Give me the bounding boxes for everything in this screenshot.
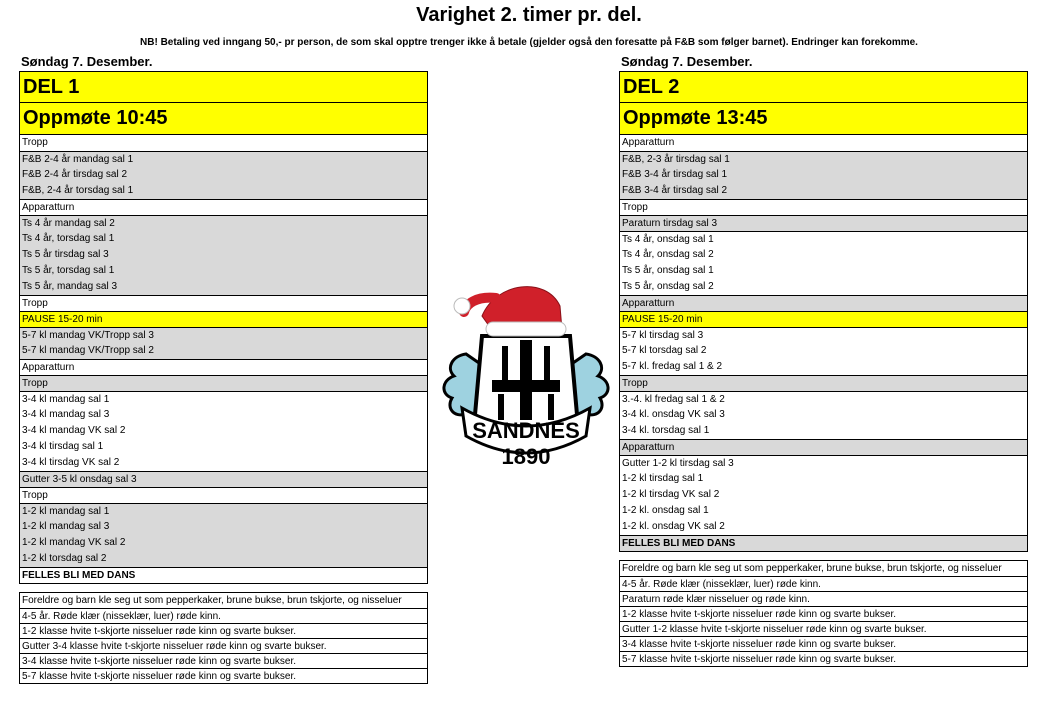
schedule-row: Gutter 1-2 kl tirsdag sal 3 [620,455,1027,471]
note-row: 1-2 klasse hvite t-skjorte nisseluer røde kinn og svarte bukser. [20,623,427,638]
schedule-del-1 [19,53,428,684]
note-row: 4-5 år. Røde klær (nisseklær, luer) røde kinn. [620,576,1027,591]
payment-note: NB! Betaling ved inngang 50,- pr person, de som skal opptre trenger ikke å betale (gjelder også den foresatte på F&B som følger barnet). Endringer kan forekomme. [140,37,918,48]
schedule-row: 3-4 kl. torsdag sal 1 [622,425,710,436]
schedule-row: Apparatturn [20,359,427,375]
schedule-row: Apparatturn [620,295,1027,311]
schedule-row: 3-4 kl mandag sal 3 [22,409,110,420]
santa-hat-icon [454,287,566,336]
costume-notes [19,592,428,684]
note-row: Foreldre og barn kle seg ut som pepperkaker, brune bukse, brun tskjorte, og nisseluer [22,595,402,606]
schedule-del-2 [619,53,1028,667]
date-heading: Søndag 7. Desember. [621,54,753,69]
schedule-row: 1-2 kl. onsdag sal 1 [622,505,709,516]
del-heading: DEL 2 [620,72,1027,103]
logo-text: SANDNES [472,418,580,443]
note-row: 3-4 klasse hvite t-skjorte nisseluer røde kinn og svarte bukser. [620,636,1027,651]
schedule-row: 5-7 kl. fredag sal 1 & 2 [622,361,723,372]
schedule-row: Ts 4 år, onsdag sal 2 [622,249,714,260]
schedule-row: Tropp [20,295,427,311]
schedule-row: 1-2 kl tirsdag sal 1 [622,473,704,484]
schedule-row: Gutter 3-5 kl onsdag sal 3 [20,471,427,487]
schedule-row: 3-4 kl mandag sal 1 [20,391,427,407]
schedule-row: 5-7 kl mandag VK/Tropp sal 2 [20,343,427,359]
schedule-row: 1-2 kl tirsdag VK sal 2 [622,489,720,500]
schedule-row: Ts 5 år, onsdag sal 2 [622,281,714,292]
schedule-row: Ts 4 år, onsdag sal 1 [620,231,1027,247]
sandnes-1890-logo [436,276,616,476]
schedule-row: F&B 2-4 år mandag sal 1 [20,151,427,167]
note-row: Foreldre og barn kle seg ut som pepperkaker, brune bukse, brun tskjorte, og nisseluer [622,563,1002,574]
schedule-row: F&B 3-4 år tirsdag sal 1 [620,167,1027,183]
schedule-row: PAUSE 15-20 min [20,311,427,327]
oppmote-heading: Oppmøte 10:45 [20,103,427,135]
schedule-row: Ts 4 år, torsdag sal 1 [20,231,427,247]
page-title: Varighet 2. timer pr. del. [416,4,642,26]
schedule-row: F&B 2-4 år tirsdag sal 2 [20,167,427,183]
schedule-row: Tropp [620,375,1027,391]
oppmote-heading: Oppmøte 13:45 [620,103,1027,135]
schedule-row: PAUSE 15-20 min [620,311,1027,327]
cross-icon [492,340,560,420]
schedule-row: 3-4 kl. onsdag VK sal 3 [622,409,725,420]
schedule-row: 1-2 kl mandag sal 3 [20,519,427,535]
schedule-row: 1-2 kl mandag VK sal 2 [20,535,427,551]
schedule-row: 5-7 kl tirsdag sal 3 [620,327,1027,343]
schedule-row: 1-2 kl. onsdag VK sal 2 [622,521,725,532]
schedule-row: Apparatturn [20,199,427,215]
schedule-rows [620,135,1027,551]
note-row: 1-2 klasse hvite t-skjorte nisseluer røde kinn og svarte bukser. [620,606,1027,621]
schedule-row: FELLES BLI MED DANS [620,535,1027,551]
schedule-row: F&B, 2-4 år torsdag sal 1 [20,183,427,199]
note-row: Paraturn røde klær nisseluer og røde kinn. [620,591,1027,606]
schedule-row: 1-2 kl mandag sal 1 [20,503,427,519]
schedule-row: 5-7 kl torsdag sal 2 [622,345,707,356]
schedule-row: 3-4 kl tirsdag sal 1 [22,441,104,452]
schedule-row: Ts 5 år, mandag sal 3 [20,279,427,295]
schedule-row: Tropp [20,375,427,391]
schedule-row: 3-4 kl tirsdag VK sal 2 [22,457,120,468]
schedule-row: 5-7 kl mandag VK/Tropp sal 3 [20,327,427,343]
costume-notes [619,560,1028,667]
note-row: 5-7 klasse hvite t-skjorte nisseluer røde kinn og svarte bukser. [620,651,1027,666]
schedule-row: 3-4 kl mandag VK sal 2 [22,425,126,436]
schedule-table [19,71,428,584]
schedule-row: Ts 5 år, onsdag sal 1 [622,265,714,276]
schedule-row: Apparatturn [620,439,1027,455]
note-row: Gutter 1-2 klasse hvite t-skjorte nisseluer røde kinn og svarte bukser. [620,621,1027,636]
note-row: 3-4 klasse hvite t-skjorte nisseluer røde kinn og svarte bukser. [20,653,427,668]
schedule-rows [20,135,427,583]
schedule-row: 1-2 kl torsdag sal 2 [20,551,427,567]
schedule-row: FELLES BLI MED DANS [20,567,427,583]
note-row: Gutter 3-4 klasse hvite t-skjorte nisseluer røde kinn og svarte bukser. [20,638,427,653]
schedule-row: F&B 3-4 år tirsdag sal 2 [620,183,1027,199]
logo-year: 1890 [501,444,551,469]
schedule-row: Tropp [22,137,48,148]
date-heading: Søndag 7. Desember. [21,54,153,69]
schedule-row: F&B, 2-3 år tirsdag sal 1 [620,151,1027,167]
schedule-row: Tropp [620,199,1027,215]
schedule-row: Ts 4 år mandag sal 2 [20,215,427,231]
note-row: 4-5 år. Røde klær (nisseklær, luer) røde kinn. [20,608,427,623]
schedule-table [619,71,1028,552]
schedule-row: Apparatturn [622,137,675,148]
del-heading: DEL 1 [20,72,427,103]
schedule-row: Ts 5 år, torsdag sal 1 [20,263,427,279]
schedule-row: Paraturn tirsdag sal 3 [620,215,1027,231]
schedule-row: 3.-4. kl fredag sal 1 & 2 [620,391,1027,407]
schedule-row: Ts 5 år tirsdag sal 3 [20,247,427,263]
schedule-row: Tropp [20,487,427,503]
note-row: 5-7 klasse hvite t-skjorte nisseluer røde kinn og svarte bukser. [20,668,427,683]
